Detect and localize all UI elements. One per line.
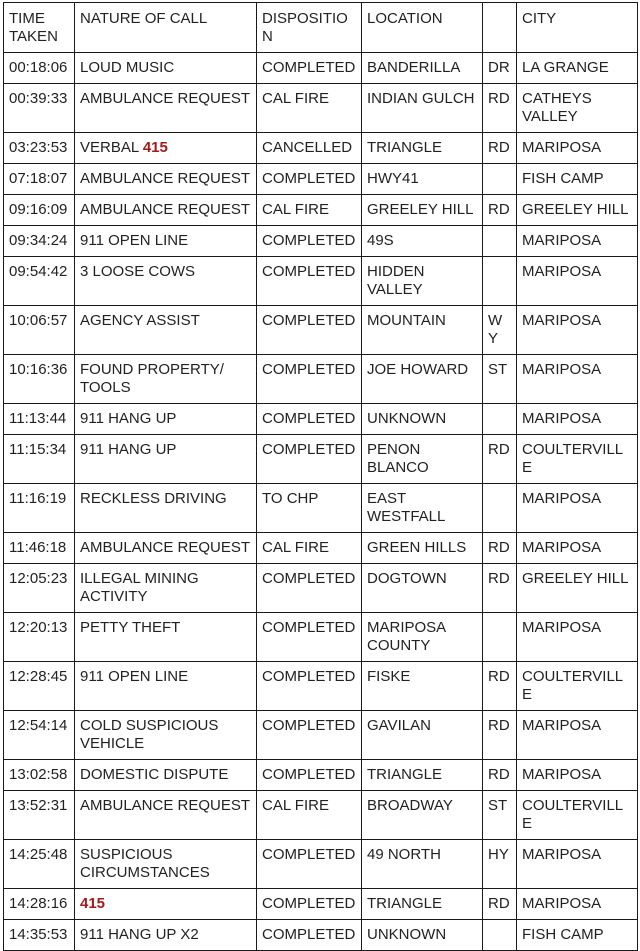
nature-text: PETTY THEFT — [80, 619, 181, 636]
table-row — [4, 889, 638, 920]
location-cell: DOGTOWN — [362, 564, 483, 613]
disposition-cell: COMPLETED — [257, 435, 362, 484]
nature-text: ILLEGAL MINING ACTIVITY — [80, 570, 199, 605]
disposition-cell: COMPLETED — [257, 711, 362, 760]
table-row — [4, 533, 638, 564]
city-cell: COULTERVILLE — [517, 435, 638, 484]
nature-text: 911 OPEN LINE — [80, 668, 189, 685]
nature-cell — [75, 711, 257, 760]
table-row — [4, 53, 638, 84]
location-cell: TRIANGLE — [362, 133, 483, 164]
table-row — [4, 484, 638, 533]
suffix-cell: DR — [483, 53, 517, 84]
nature-text: 911 HANG UP — [80, 410, 177, 427]
city-cell: FISH CAMP — [517, 920, 638, 951]
city-cell: MARIPOSA — [517, 257, 638, 306]
suffix-cell — [483, 257, 517, 306]
location-cell: BROADWAY — [362, 791, 483, 840]
disposition-cell: COMPLETED — [257, 226, 362, 257]
suffix-cell — [483, 226, 517, 257]
nature-text: 3 LOOSE COWS — [80, 263, 196, 280]
city-cell: CATHEYS VALLEY — [517, 84, 638, 133]
nature-cell — [75, 355, 257, 404]
suffix-cell: ST — [483, 355, 517, 404]
table-row — [4, 226, 638, 257]
disposition-cell: CAL FIRE — [257, 195, 362, 226]
time-cell: 12:05:23 — [4, 564, 75, 613]
disposition-cell: CAL FIRE — [257, 533, 362, 564]
penal-code-highlight: 415 — [142, 139, 168, 156]
location-cell: EAST WESTFALL — [362, 484, 483, 533]
nature-cell — [75, 164, 257, 195]
city-cell: MARIPOSA — [517, 711, 638, 760]
disposition-cell: TO CHP — [257, 484, 362, 533]
nature-text: 911 HANG UP X2 — [80, 926, 199, 943]
city-cell: LA GRANGE — [517, 53, 638, 84]
city-cell: MARIPOSA — [517, 404, 638, 435]
time-cell: 10:06:57 — [4, 306, 75, 355]
location-cell: GREEN HILLS — [362, 533, 483, 564]
location-cell: UNKNOWN — [362, 920, 483, 951]
table-row — [4, 84, 638, 133]
time-cell: 11:15:34 — [4, 435, 75, 484]
suffix-cell — [483, 920, 517, 951]
suffix-cell: RD — [483, 133, 517, 164]
nature-cell — [75, 84, 257, 133]
nature-cell — [75, 435, 257, 484]
city-cell: MARIPOSA — [517, 840, 638, 889]
nature-cell — [75, 662, 257, 711]
disposition-cell: CAL FIRE — [257, 791, 362, 840]
location-cell: TRIANGLE — [362, 889, 483, 920]
city-cell: MARIPOSA — [517, 133, 638, 164]
header-location: LOCATION — [362, 3, 483, 53]
nature-cell — [75, 889, 257, 920]
location-cell: TRIANGLE — [362, 760, 483, 791]
nature-cell — [75, 840, 257, 889]
disposition-cell: COMPLETED — [257, 355, 362, 404]
time-cell: 14:28:16 — [4, 889, 75, 920]
nature-cell — [75, 484, 257, 533]
location-cell: 49S — [362, 226, 483, 257]
nature-cell — [75, 306, 257, 355]
nature-text: VERBAL — [80, 139, 143, 156]
time-cell: 12:28:45 — [4, 662, 75, 711]
suffix-cell: HY — [483, 840, 517, 889]
nature-cell — [75, 564, 257, 613]
city-cell: MARIPOSA — [517, 355, 638, 404]
city-cell: MARIPOSA — [517, 889, 638, 920]
location-cell: GAVILAN — [362, 711, 483, 760]
suffix-cell — [483, 484, 517, 533]
suffix-cell: RD — [483, 84, 517, 133]
suffix-cell: RD — [483, 195, 517, 226]
table-row — [4, 711, 638, 760]
table-row — [4, 920, 638, 951]
disposition-cell: COMPLETED — [257, 840, 362, 889]
city-cell: MARIPOSA — [517, 533, 638, 564]
location-cell: HWY41 — [362, 164, 483, 195]
city-cell: MARIPOSA — [517, 760, 638, 791]
nature-cell — [75, 791, 257, 840]
nature-text: 911 HANG UP — [80, 441, 177, 458]
nature-cell — [75, 133, 257, 164]
city-cell: GREELEY HILL — [517, 195, 638, 226]
nature-text: 911 OPEN LINE — [80, 232, 189, 249]
table-row — [4, 435, 638, 484]
nature-cell — [75, 404, 257, 435]
nature-cell — [75, 195, 257, 226]
call-log-table — [3, 2, 638, 951]
disposition-cell: CANCELLED — [257, 133, 362, 164]
disposition-cell: COMPLETED — [257, 920, 362, 951]
time-cell: 12:54:14 — [4, 711, 75, 760]
suffix-cell: RD — [483, 760, 517, 791]
time-cell: 09:54:42 — [4, 257, 75, 306]
suffix-cell — [483, 404, 517, 435]
penal-code-highlight: 415 — [80, 895, 106, 912]
table-row — [4, 164, 638, 195]
nature-text: AMBULANCE REQUEST — [80, 170, 251, 187]
time-cell: 00:18:06 — [4, 53, 75, 84]
disposition-cell: COMPLETED — [257, 257, 362, 306]
table-row — [4, 840, 638, 889]
city-cell: MARIPOSA — [517, 226, 638, 257]
table-row — [4, 133, 638, 164]
table-row — [4, 195, 638, 226]
location-cell: 49 NORTH — [362, 840, 483, 889]
disposition-cell: CAL FIRE — [257, 84, 362, 133]
table-row — [4, 404, 638, 435]
nature-cell — [75, 613, 257, 662]
nature-text: AMBULANCE REQUEST — [80, 797, 251, 814]
suffix-cell: RD — [483, 889, 517, 920]
time-cell: 10:16:36 — [4, 355, 75, 404]
nature-text: COLD SUSPICIOUS VEHICLE — [80, 717, 219, 752]
header-street-suffix — [483, 3, 517, 53]
suffix-cell: WY — [483, 306, 517, 355]
table-row — [4, 564, 638, 613]
city-cell: MARIPOSA — [517, 306, 638, 355]
disposition-cell: COMPLETED — [257, 564, 362, 613]
location-cell: BANDERILLA — [362, 53, 483, 84]
location-cell: MARIPOSA COUNTY — [362, 613, 483, 662]
nature-cell — [75, 53, 257, 84]
location-cell: MOUNTAIN — [362, 306, 483, 355]
table-row — [4, 613, 638, 662]
time-cell: 11:46:18 — [4, 533, 75, 564]
disposition-cell: COMPLETED — [257, 760, 362, 791]
nature-text: SUSPICIOUS CIRCUMSTANCES — [80, 846, 210, 881]
disposition-cell: COMPLETED — [257, 662, 362, 711]
location-cell: UNKNOWN — [362, 404, 483, 435]
suffix-cell — [483, 613, 517, 662]
table-row — [4, 355, 638, 404]
disposition-cell: COMPLETED — [257, 164, 362, 195]
suffix-cell: RD — [483, 711, 517, 760]
disposition-cell: COMPLETED — [257, 306, 362, 355]
time-cell: 11:13:44 — [4, 404, 75, 435]
city-cell: FISH CAMP — [517, 164, 638, 195]
location-cell: JOE HOWARD — [362, 355, 483, 404]
nature-text: AGENCY ASSIST — [80, 312, 200, 329]
time-cell: 13:52:31 — [4, 791, 75, 840]
nature-text: LOUD MUSIC — [80, 59, 175, 76]
table-row — [4, 662, 638, 711]
nature-cell — [75, 226, 257, 257]
time-cell: 03:23:53 — [4, 133, 75, 164]
time-cell: 07:18:07 — [4, 164, 75, 195]
disposition-cell: COMPLETED — [257, 889, 362, 920]
city-cell: GREELEY HILL — [517, 564, 638, 613]
location-cell: GREELEY HILL — [362, 195, 483, 226]
time-cell: 09:16:09 — [4, 195, 75, 226]
nature-text: AMBULANCE REQUEST — [80, 201, 251, 218]
city-cell: COULTERVILLE — [517, 662, 638, 711]
nature-text: AMBULANCE REQUEST — [80, 90, 251, 107]
header-nature-of-call: NATURE OF CALL — [75, 3, 257, 53]
city-cell: COULTERVILLE — [517, 791, 638, 840]
location-cell: PENON BLANCO — [362, 435, 483, 484]
time-cell: 00:39:33 — [4, 84, 75, 133]
suffix-cell: RD — [483, 662, 517, 711]
time-cell: 13:02:58 — [4, 760, 75, 791]
nature-text: FOUND PROPERTY/ TOOLS — [80, 361, 224, 396]
suffix-cell: RD — [483, 564, 517, 613]
disposition-cell: COMPLETED — [257, 53, 362, 84]
time-cell: 14:35:53 — [4, 920, 75, 951]
header-time-taken: TIME TAKEN — [4, 3, 75, 53]
city-cell: MARIPOSA — [517, 484, 638, 533]
suffix-cell — [483, 164, 517, 195]
time-cell: 14:25:48 — [4, 840, 75, 889]
nature-cell — [75, 257, 257, 306]
nature-cell — [75, 760, 257, 791]
nature-text: RECKLESS DRIVING — [80, 490, 227, 507]
suffix-cell: ST — [483, 791, 517, 840]
suffix-cell: RD — [483, 533, 517, 564]
table-row — [4, 306, 638, 355]
location-cell: INDIAN GULCH — [362, 84, 483, 133]
header-disposition: DISPOSITION — [257, 3, 362, 53]
disposition-cell: COMPLETED — [257, 404, 362, 435]
disposition-cell: COMPLETED — [257, 613, 362, 662]
location-cell: FISKE — [362, 662, 483, 711]
table-row — [4, 257, 638, 306]
time-cell: 12:20:13 — [4, 613, 75, 662]
table-row — [4, 760, 638, 791]
nature-cell — [75, 920, 257, 951]
time-cell: 11:16:19 — [4, 484, 75, 533]
suffix-cell: RD — [483, 435, 517, 484]
nature-text: DOMESTIC DISPUTE — [80, 766, 229, 783]
header-city: CITY — [517, 3, 638, 53]
table-row — [4, 791, 638, 840]
location-cell: HIDDEN VALLEY — [362, 257, 483, 306]
time-cell: 09:34:24 — [4, 226, 75, 257]
header-row — [4, 3, 638, 53]
city-cell: MARIPOSA — [517, 613, 638, 662]
nature-cell — [75, 533, 257, 564]
nature-text: AMBULANCE REQUEST — [80, 539, 251, 556]
